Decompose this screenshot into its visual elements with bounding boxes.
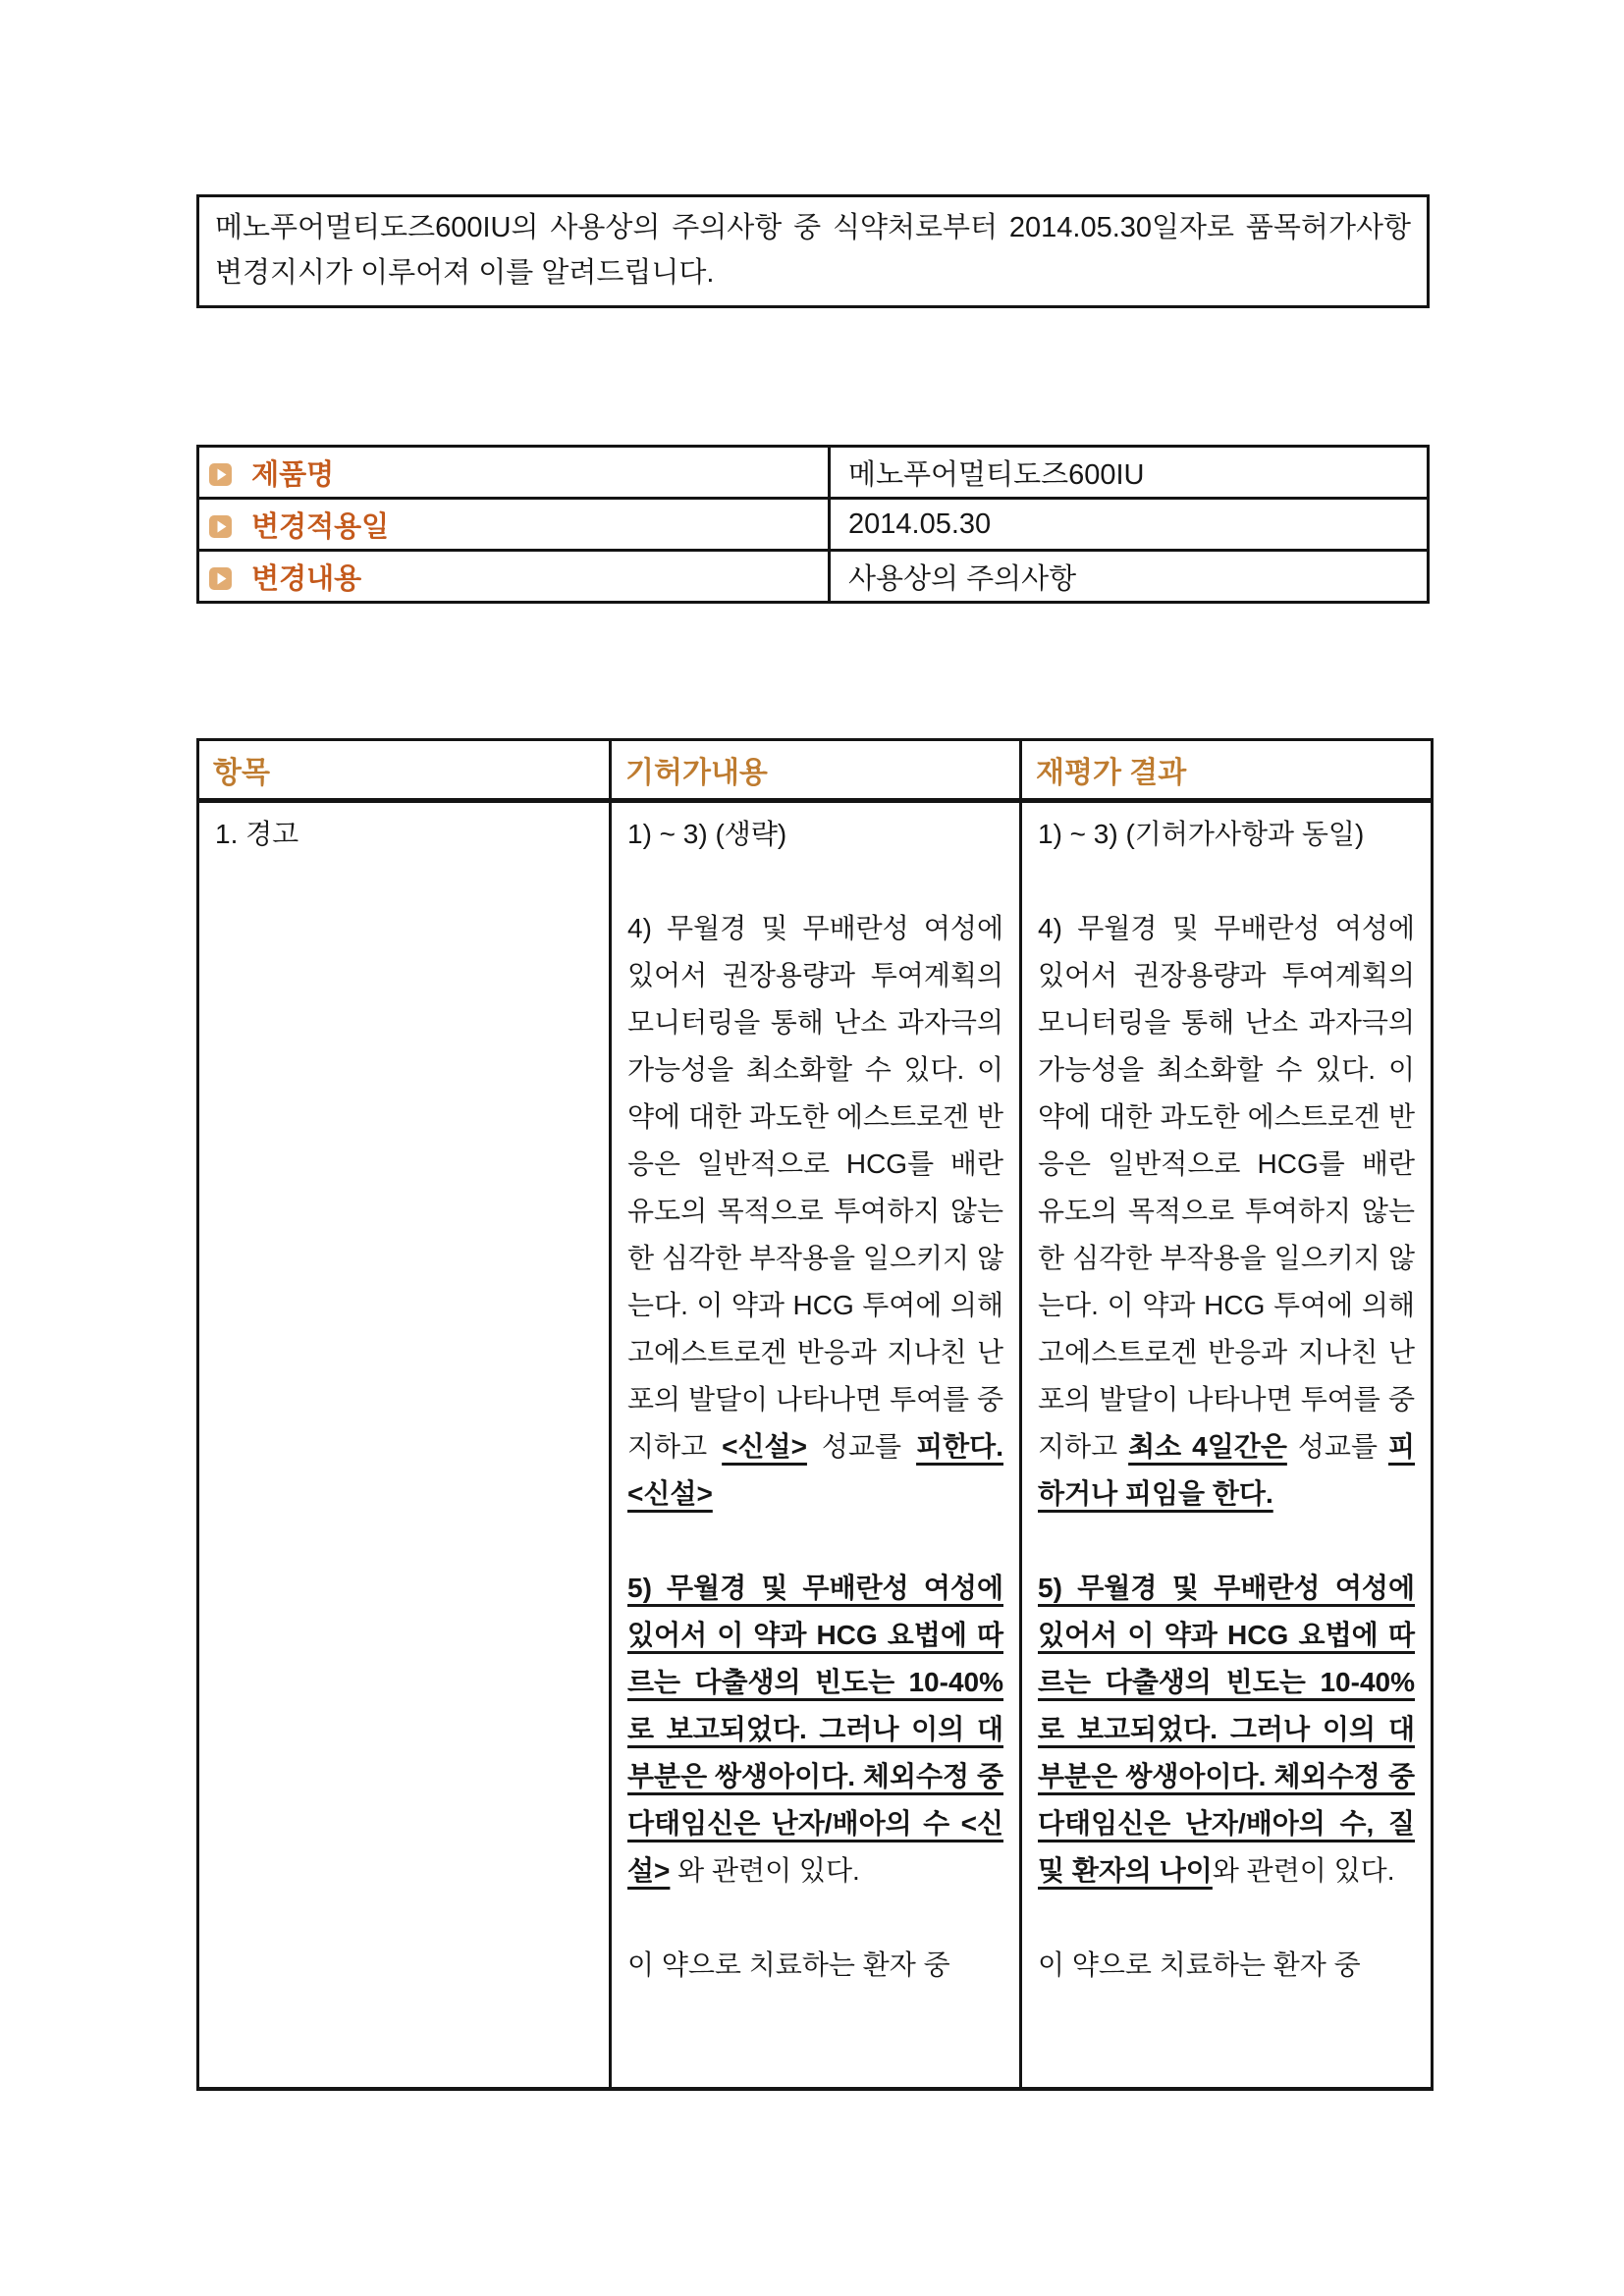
- notice-box: [196, 194, 1430, 308]
- body-text: 성교를: [1286, 1431, 1388, 1462]
- info-label-cell: [198, 499, 830, 551]
- body-text: 와 관련이 있다.: [670, 1855, 860, 1886]
- emphasized-text: 5) 무월경 및 무배란성 여성에 있어서 이 약과 HCG 요법에 따르는 다출생의 빈도는 10-40% 로 보고되었다. 그러나 이의 대부분은 쌍생아이다. 체외수정 중 다태임신은 난자/배아의 수, 질 및 환자의 나이: [1038, 1573, 1415, 1886]
- play-bullet-icon: [209, 513, 232, 536]
- play-bullet-icon: [209, 461, 232, 484]
- paragraph: [627, 1942, 1003, 1989]
- paragraph: [627, 811, 1003, 858]
- reevaluated-content-cell: [1021, 801, 1433, 2090]
- info-value-cell: 메노푸어멀티도즈600IU: [830, 447, 1429, 499]
- table-header-row: [198, 740, 1433, 801]
- info-label: 제품명: [251, 458, 335, 491]
- emphasized-text: 피하거나 피임을 한다.: [1038, 1431, 1416, 1509]
- emphasized-text: 피한다.: [916, 1431, 1003, 1462]
- paragraph: [1038, 905, 1415, 1518]
- info-value-cell: 2014.05.30: [830, 499, 1429, 551]
- body-text: 4) 무월경 및 무배란성 여성에 있어서 권장용량과 투여계획의 모니터링을 통해 난소 과자극의 가능성을 최소화할 수 있다. 이 약에 대한 과도한 에스트로겐 반응은 일반적으로 HCG를 배란 유도의 목적으로 투여하지 않는 한 심각한 부작용을 일으키지 않는다. 이 약과 HCG 투여에 의해 고에스트로겐 반응과 지나친 난포의 발달이 나타나면 투여를 중지하고: [1038, 913, 1415, 1462]
- body-text: 1) ~ 3) (기허가사항과 동일): [1038, 819, 1365, 849]
- column-header-approved: 기허가내용: [611, 740, 1021, 801]
- paragraph: [1038, 1942, 1415, 1989]
- body-text: 이 약으로 치료하는 환자 중: [1038, 1949, 1361, 1980]
- emphasized-text: 5) 무월경 및 무배란성 여성에 있어서 이 약과 HCG 요법에 따르는 다출생의 빈도는 10-40% 로 보고되었다. 그러나 이의 대부분은 쌍생아이다. 체외수정 중 다태임신은 난자/배아의 수 <신설>: [627, 1573, 1003, 1886]
- paragraph: [1038, 811, 1415, 858]
- emphasized-text: 최소 4일간은: [1128, 1431, 1287, 1462]
- body-text: 1) ~ 3) (생략): [627, 819, 787, 849]
- product-info-table: [196, 445, 1430, 604]
- table-row: [198, 447, 1429, 499]
- body-text: 성교를: [806, 1431, 917, 1462]
- play-bullet-icon: [209, 565, 232, 588]
- table-row: [198, 551, 1429, 603]
- approved-content-cell: [611, 801, 1021, 2090]
- comparison-table: [196, 738, 1434, 2091]
- column-header-item: 항목: [198, 740, 611, 801]
- table-row: [198, 801, 1433, 2090]
- info-label-cell: [198, 551, 830, 603]
- table-row: [198, 499, 1429, 551]
- emphasized-text: <신설>: [722, 1431, 807, 1462]
- paragraph: [627, 1565, 1003, 1895]
- body-text: 이 약으로 치료하는 환자 중: [627, 1949, 950, 1980]
- info-label-cell: [198, 447, 830, 499]
- emphasized-text: <신설>: [627, 1478, 713, 1509]
- column-header-reevaluated: 재평가 결과: [1021, 740, 1433, 801]
- info-label: 변경내용: [251, 562, 362, 595]
- paragraph: [627, 905, 1003, 1518]
- body-text: 와 관련이 있다.: [1212, 1855, 1395, 1886]
- info-value-cell: 사용상의 주의사항: [830, 551, 1429, 603]
- notice-text: 메노푸어멀티도즈600IU의 사용상의 주의사항 중 식약처로부터 2014.05.30일자로 품목허가사항 변경지시가 이루어져 이를 알려드립니다.: [215, 212, 1411, 289]
- item-cell: 1. 경고: [198, 801, 611, 2090]
- body-text: 4) 무월경 및 무배란성 여성에 있어서 권장용량과 투여계획의 모니터링을 통해 난소 과자극의 가능성을 최소화할 수 있다. 이 약에 대한 과도한 에스트로겐 반응은 일반적으로 HCG를 배란 유도의 목적으로 투여하지 않는 한 심각한 부작용을 일으키지 않는다. 이 약과 HCG 투여에 의해 고에스트로겐 반응과 지나친 난포의 발달이 나타나면 투여를 중지하고: [627, 913, 1003, 1462]
- info-label: 변경적용일: [251, 510, 390, 543]
- paragraph: [1038, 1565, 1415, 1895]
